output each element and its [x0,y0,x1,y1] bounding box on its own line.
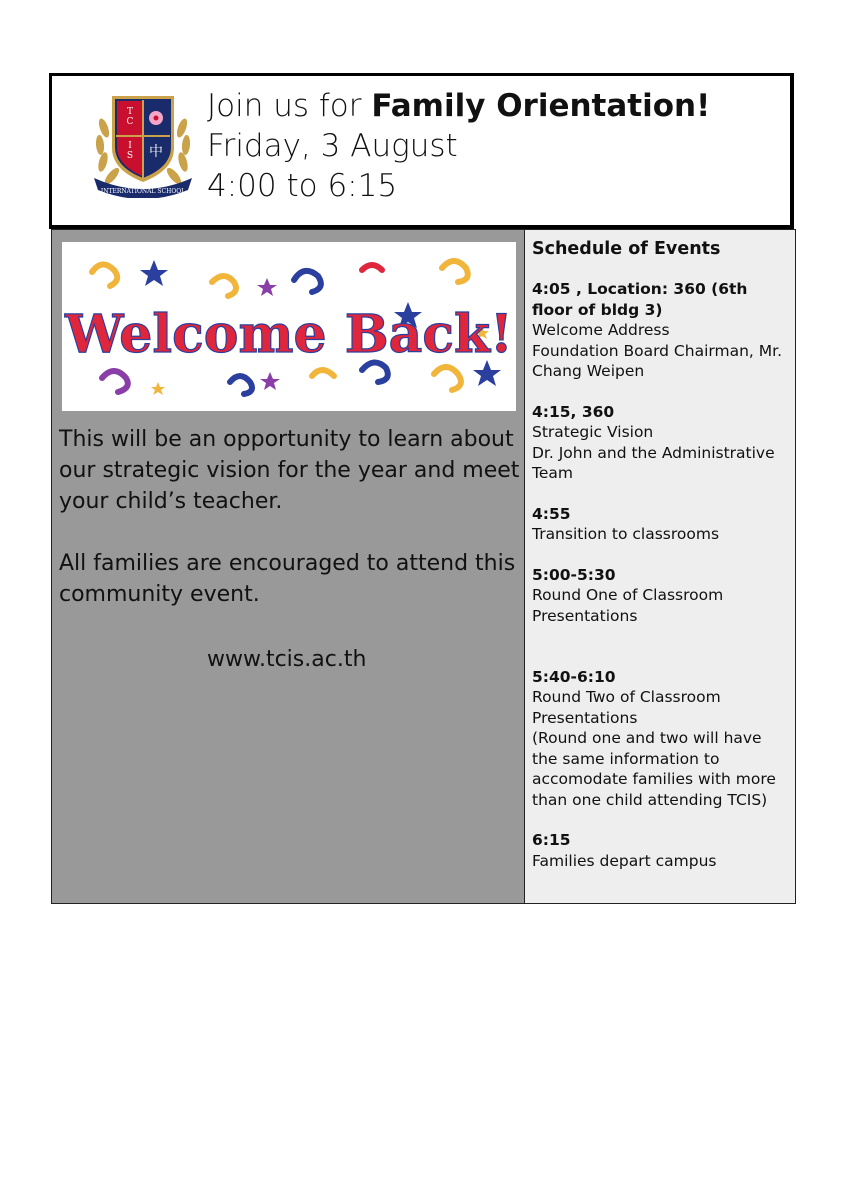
event-line: (Round one and two will have the same information to accomodate families with more than one child attending TCIS) [532,729,776,809]
event-time: 4:05 , Location: 360 (6th floor of bldg 3) [532,280,748,319]
event-time: 5:40-6:10 [532,668,616,687]
schedule-title: Schedule of Events [532,239,721,259]
svg-text:C: C [126,117,134,127]
welcome-back-banner [62,242,516,411]
left-panel [52,230,525,903]
main-table [51,229,796,904]
headline: Join us for Family Orientation! [207,88,711,124]
svg-text:INTERNATIONAL SCHOOL: INTERNATIONAL SCHOOL [100,188,186,195]
schedule [532,239,786,892]
event-time: 4:15, 360 [532,402,615,421]
event-line: Families depart campus [532,851,717,870]
banner-text: Welcome Back! [65,304,513,365]
event-line: Round One of Classroom Presentations [532,586,724,625]
schedule-event [532,830,786,871]
event-line: Strategic Vision [532,423,654,442]
event-time: 4:00 to 6:15 [207,168,398,204]
school-crest-logo [90,90,196,198]
header-text [207,86,710,206]
svg-text:中: 中 [149,144,163,160]
event-date: Friday, 3 August [207,128,458,164]
event-line: Welcome Address [532,321,670,340]
event-line: Transition to classrooms [532,525,720,544]
schedule-event [532,402,786,484]
schedule-event [532,504,786,545]
svg-text:I: I [128,141,132,151]
schedule-event [532,279,786,381]
event-line: Dr. John and the Administrative Team [532,443,775,483]
svg-text:S: S [126,151,134,161]
schedule-event [532,667,786,810]
schedule-event [532,565,786,626]
intro-paragraph-1: This will be an opportunity to learn about our strategic vision for the year and meet your child’s teacher. [59,427,520,514]
schedule-panel [525,230,795,903]
intro-paragraph-2: All families are encouraged to attend this community event. [59,551,516,607]
event-line: Foundation Board Chairman, Mr. Chang Weipen [532,341,783,381]
website-link[interactable]: www.tcis.ac.th [207,647,367,672]
event-line: Round Two of Classroom Presentations [532,688,721,727]
headline-bold: Family Orientation! [371,88,711,124]
event-time: 4:55 [532,504,571,523]
event-time: 5:00-5:30 [532,566,616,585]
svg-text:T: T [126,107,134,117]
intro-text [59,424,524,641]
event-time: 6:15 [532,831,571,850]
header-box [49,73,794,229]
